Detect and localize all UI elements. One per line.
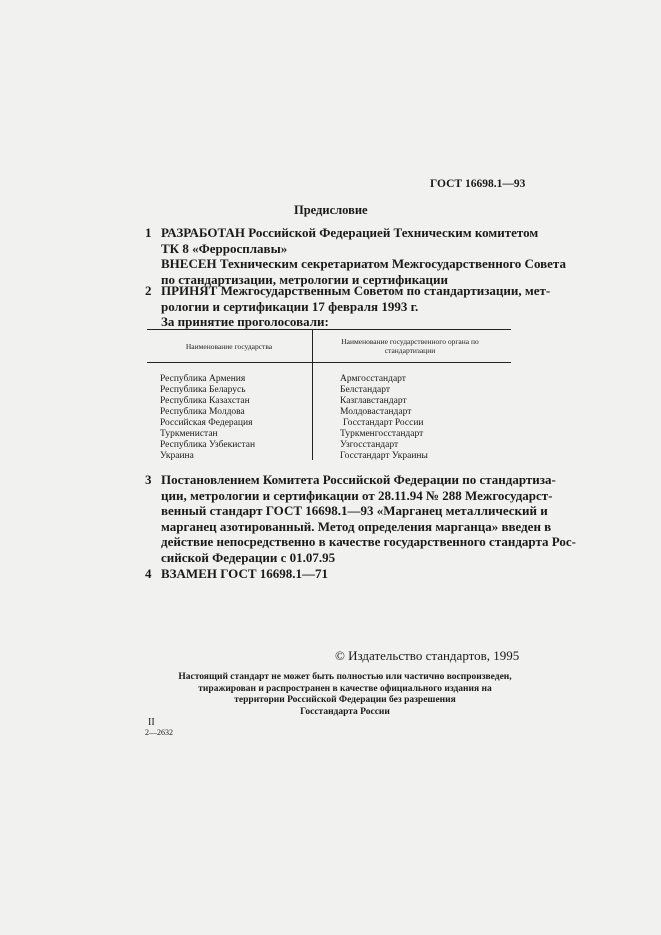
section-3	[145, 472, 576, 565]
section-line: Постановлением Комитета Российской Федерации по стандартиза-	[161, 472, 556, 487]
section-line: ВНЕСЕН Техническим секретариатом Межгосударственного Совета	[161, 256, 566, 271]
section-line: ПРИНЯТ Межгосударственным Советом по стандартизации, мет-	[161, 283, 551, 298]
section-number: 3	[145, 472, 152, 487]
body-cell: Госстандарт России	[343, 418, 424, 428]
column-header-body: Наименование государственного органа по стандартизации	[341, 337, 479, 355]
notice-line: Госстандарта России	[300, 706, 390, 717]
table-top-rule	[147, 329, 511, 330]
table-header-rule	[147, 362, 511, 363]
state-cell: Республика Казахстан	[160, 396, 250, 406]
state-cell: Туркменистан	[160, 429, 218, 439]
page-title: Предисловие	[294, 203, 368, 217]
section-line: рологии и сертификации 17 февраля 1993 г.	[161, 298, 419, 314]
state-cell: Украина	[160, 451, 194, 461]
column-header-state: Наименование государства	[185, 342, 273, 351]
section-number: 4	[145, 566, 152, 581]
notice-line: Настоящий стандарт не может быть полностью или частично воспроизведен,	[178, 672, 512, 682]
section-line: РАЗРАБОТАН Российской Федерацией Техническим комитетом	[161, 225, 539, 240]
section-line: по стандартизации, метрологии и сертификации	[161, 271, 449, 287]
state-cell: Республика Молдова	[160, 407, 245, 417]
body-cell: Туркменгосстандарт	[340, 429, 424, 439]
section-number: 2	[145, 283, 152, 298]
notice-line: тиражирован и распространен в качестве официального издания на	[198, 683, 492, 694]
body-cell: Белстандарт	[340, 385, 391, 395]
table-column-bodies	[340, 374, 428, 462]
table-column-states	[160, 374, 255, 462]
page-number-roman: II	[148, 717, 155, 728]
print-code: 2—2632	[145, 728, 173, 737]
section-line: ции, метрологии и сертификации от 28.11.94 № 288 Межгосударст-	[161, 487, 553, 503]
reproduction-notice	[150, 672, 540, 718]
body-cell: Армгосстандарт	[340, 374, 406, 384]
section-line: действие непосредственно в качестве государственного стандарта Рос-	[161, 534, 576, 549]
notice-line: территории Российской Федерации без разрешения	[234, 695, 456, 705]
copyright	[335, 648, 519, 664]
body-cell: Узгосстандарт	[340, 440, 399, 450]
document-code: ГОСТ 16698.1—93	[430, 178, 526, 190]
table-column-divider	[312, 329, 313, 460]
section-line: ВЗАМЕН ГОСТ 16698.1—71	[161, 566, 329, 581]
body-cell: Казглавстандарт	[340, 396, 407, 406]
section-line: венный стандарт ГОСТ 16698.1—93 «Марганец металлический и	[161, 503, 548, 518]
body-cell: Госстандарт Украины	[340, 451, 428, 461]
section-number: 1	[145, 225, 152, 240]
section-1	[145, 225, 566, 287]
body-cell: Молдовастандарт	[340, 407, 412, 417]
section-line: сийской Федерации с 01.07.95	[161, 549, 336, 565]
section-4	[145, 566, 328, 582]
state-cell: Республика Армения	[160, 374, 246, 384]
section-line: ТК 8 «Ферросплавы»	[161, 240, 288, 256]
section-line: марганец азотированный. Метод определения марганца» введен в	[161, 518, 552, 534]
copyright-text: Издательство стандартов, 1995	[348, 648, 520, 663]
state-cell: Российская Федерация	[160, 418, 253, 428]
state-cell: Республика Узбекистан	[160, 440, 256, 450]
section-line: За принятие проголосовали:	[161, 314, 329, 329]
state-cell: Республика Беларусь	[160, 385, 246, 395]
copyright-icon: ©	[335, 648, 345, 663]
section-2	[145, 283, 550, 330]
